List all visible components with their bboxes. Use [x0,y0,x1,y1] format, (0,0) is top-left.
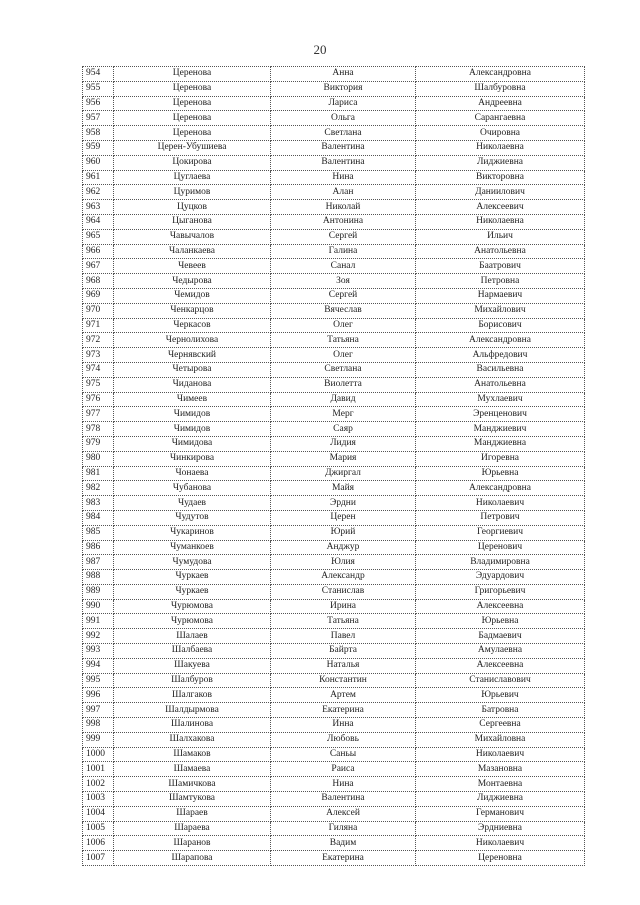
patronymic-cell: Александровна [416,67,585,82]
surname-cell: Церен-Убушиева [114,140,271,155]
first-name-cell: Лариса [271,96,416,111]
surname-cell: Церенова [114,81,271,96]
surname-cell: Чинкирова [114,451,271,466]
first-name-cell: Юлия [271,555,416,570]
table-row [83,496,585,511]
table-row [83,170,585,185]
row-number: 963 [83,200,114,215]
surname-cell: Церенова [114,111,271,126]
row-number: 972 [83,333,114,348]
roster-table [82,66,585,866]
surname-cell: Чернявский [114,348,271,363]
row-number: 1005 [83,821,114,836]
first-name-cell: Олег [271,348,416,363]
surname-cell: Чуркаев [114,570,271,585]
row-number: 954 [83,67,114,82]
first-name-cell: Николай [271,200,416,215]
table-row [83,288,585,303]
patronymic-cell: Церенович [416,540,585,555]
table-row [83,436,585,451]
first-name-cell: Екатерина [271,851,416,866]
surname-cell: Чемидов [114,288,271,303]
first-name-cell: Константин [271,673,416,688]
row-number: 956 [83,96,114,111]
surname-cell: Шамичкова [114,777,271,792]
table-row [83,318,585,333]
surname-cell: Шалбаева [114,644,271,659]
surname-cell: Шамаков [114,747,271,762]
table-row [83,377,585,392]
first-name-cell: Юрий [271,525,416,540]
surname-cell: Церенова [114,126,271,141]
patronymic-cell: Юрьевна [416,614,585,629]
row-number: 968 [83,274,114,289]
table-row [83,777,585,792]
surname-cell: Цуцков [114,200,271,215]
patronymic-cell: Борисович [416,318,585,333]
patronymic-cell: Эдуардович [416,570,585,585]
first-name-cell: Алан [271,185,416,200]
row-number: 981 [83,466,114,481]
table-row [83,762,585,777]
row-number: 999 [83,732,114,747]
patronymic-cell: Викторовна [416,170,585,185]
first-name-cell: Мерг [271,407,416,422]
surname-cell: Шалинова [114,718,271,733]
first-name-cell: Валентина [271,155,416,170]
table-row [83,214,585,229]
patronymic-cell: Сарангаевна [416,111,585,126]
roster-body [83,67,585,866]
patronymic-cell: Михайловна [416,732,585,747]
surname-cell: Шараева [114,821,271,836]
surname-cell: Шалаев [114,629,271,644]
row-number: 984 [83,510,114,525]
table-row [83,348,585,363]
patronymic-cell: Александровна [416,481,585,496]
table-row [83,200,585,215]
patronymic-cell: Николаевич [416,836,585,851]
table-row [83,140,585,155]
row-number: 985 [83,525,114,540]
surname-cell: Чимеев [114,392,271,407]
first-name-cell: Артем [271,688,416,703]
first-name-cell: Байрта [271,644,416,659]
table-row [83,229,585,244]
patronymic-cell: Лиджиевна [416,792,585,807]
row-number: 989 [83,584,114,599]
row-number: 997 [83,703,114,718]
surname-cell: Чавычалов [114,229,271,244]
row-number: 1006 [83,836,114,851]
first-name-cell: Павел [271,629,416,644]
surname-cell: Черкасов [114,318,271,333]
row-number: 995 [83,673,114,688]
patronymic-cell: Николаевич [416,747,585,762]
table-row [83,96,585,111]
patronymic-cell: Александровна [416,333,585,348]
surname-cell: Четырова [114,362,271,377]
first-name-cell: Светлана [271,362,416,377]
first-name-cell: Нина [271,777,416,792]
row-number: 975 [83,377,114,392]
first-name-cell: Ирина [271,599,416,614]
row-number: 1007 [83,851,114,866]
patronymic-cell: Николаевна [416,140,585,155]
row-number: 980 [83,451,114,466]
surname-cell: Чудутов [114,510,271,525]
table-row [83,821,585,836]
row-number: 990 [83,599,114,614]
table-row [83,540,585,555]
row-number: 979 [83,436,114,451]
patronymic-cell: Алексеевич [416,200,585,215]
surname-cell: Чевеев [114,259,271,274]
surname-cell: Чубанова [114,481,271,496]
patronymic-cell: Васильевна [416,362,585,377]
table-row [83,392,585,407]
first-name-cell: Нина [271,170,416,185]
patronymic-cell: Григорьевич [416,584,585,599]
first-name-cell: Александр [271,570,416,585]
patronymic-cell: Амулаевна [416,644,585,659]
row-number: 991 [83,614,114,629]
row-number: 988 [83,570,114,585]
patronymic-cell: Анатольевна [416,377,585,392]
surname-cell: Шалдырмова [114,703,271,718]
first-name-cell: Антонина [271,214,416,229]
first-name-cell: Санал [271,259,416,274]
table-row [83,303,585,318]
first-name-cell: Татьяна [271,333,416,348]
patronymic-cell: Лиджиевна [416,155,585,170]
surname-cell: Чимидов [114,407,271,422]
patronymic-cell: Ильич [416,229,585,244]
first-name-cell: Саяр [271,422,416,437]
table-row [83,792,585,807]
page-number: 20 [313,42,327,57]
patronymic-cell: Владимировна [416,555,585,570]
patronymic-cell: Монтаевна [416,777,585,792]
table-row [83,555,585,570]
patronymic-cell: Игоревна [416,451,585,466]
table-row [83,703,585,718]
row-number: 955 [83,81,114,96]
patronymic-cell: Георгиевич [416,525,585,540]
table-row [83,836,585,851]
patronymic-cell: Германович [416,806,585,821]
patronymic-cell: Манджиевич [416,422,585,437]
row-number: 982 [83,481,114,496]
surname-cell: Чимидова [114,436,271,451]
first-name-cell: Мария [271,451,416,466]
first-name-cell: Гиляна [271,821,416,836]
first-name-cell: Светлана [271,126,416,141]
first-name-cell: Инна [271,718,416,733]
table-row [83,851,585,866]
first-name-cell: Валентина [271,792,416,807]
row-number: 996 [83,688,114,703]
patronymic-cell: Альфредович [416,348,585,363]
surname-cell: Шамтукова [114,792,271,807]
table-row [83,614,585,629]
table-row [83,525,585,540]
table-row [83,111,585,126]
first-name-cell: Вячеслав [271,303,416,318]
surname-cell: Чедырова [114,274,271,289]
row-number: 998 [83,718,114,733]
surname-cell: Чаланкаева [114,244,271,259]
table-row [83,81,585,96]
table-row [83,510,585,525]
table-row [83,718,585,733]
first-name-cell: Сергей [271,288,416,303]
row-number: 1003 [83,792,114,807]
surname-cell: Шамаева [114,762,271,777]
surname-cell: Шараев [114,806,271,821]
surname-cell: Чумудова [114,555,271,570]
row-number: 974 [83,362,114,377]
row-number: 958 [83,126,114,141]
table-row [83,644,585,659]
patronymic-cell: Цереновна [416,851,585,866]
first-name-cell: Валентина [271,140,416,155]
surname-cell: Чурюмова [114,599,271,614]
table-row [83,333,585,348]
surname-cell: Церенова [114,67,271,82]
patronymic-cell: Нармаевич [416,288,585,303]
row-number: 1002 [83,777,114,792]
table-row [83,732,585,747]
patronymic-cell: Петрович [416,510,585,525]
table-row [83,362,585,377]
first-name-cell: Любовь [271,732,416,747]
surname-cell: Шакуева [114,658,271,673]
first-name-cell: Олег [271,318,416,333]
patronymic-cell: Сергеевна [416,718,585,733]
table-row [83,407,585,422]
row-number: 983 [83,496,114,511]
patronymic-cell: Николаевич [416,496,585,511]
table-row [83,673,585,688]
first-name-cell: Екатерина [271,703,416,718]
first-name-cell: Виктория [271,81,416,96]
table-row [83,155,585,170]
first-name-cell: Саньы [271,747,416,762]
first-name-cell: Виолетта [271,377,416,392]
first-name-cell: Лидия [271,436,416,451]
row-number: 971 [83,318,114,333]
first-name-cell: Эрдни [271,496,416,511]
row-number: 969 [83,288,114,303]
patronymic-cell: Бадмаевич [416,629,585,644]
row-number: 994 [83,658,114,673]
first-name-cell: Анна [271,67,416,82]
table-row [83,126,585,141]
table-row [83,259,585,274]
table-row [83,629,585,644]
surname-cell: Чукаринов [114,525,271,540]
table-row [83,244,585,259]
surname-cell: Цуримов [114,185,271,200]
row-number: 973 [83,348,114,363]
surname-cell: Шалгаков [114,688,271,703]
patronymic-cell: Анатольевна [416,244,585,259]
table-row [83,274,585,289]
table-row [83,422,585,437]
patronymic-cell: Андреевна [416,96,585,111]
surname-cell: Чиданова [114,377,271,392]
row-number: 993 [83,644,114,659]
patronymic-cell: Юрьевич [416,688,585,703]
patronymic-cell: Юрьевна [416,466,585,481]
surname-cell: Цокирова [114,155,271,170]
row-number: 976 [83,392,114,407]
row-number: 965 [83,229,114,244]
surname-cell: Шаранов [114,836,271,851]
surname-cell: Чурюмова [114,614,271,629]
table-row [83,570,585,585]
patronymic-cell: Эрдниевна [416,821,585,836]
row-number: 987 [83,555,114,570]
first-name-cell: Давид [271,392,416,407]
row-number: 967 [83,259,114,274]
patronymic-cell: Михайлович [416,303,585,318]
row-number: 1004 [83,806,114,821]
surname-cell: Цыганова [114,214,271,229]
surname-cell: Шарапова [114,851,271,866]
first-name-cell: Майя [271,481,416,496]
table-row [83,481,585,496]
first-name-cell: Татьяна [271,614,416,629]
surname-cell: Чуркаев [114,584,271,599]
row-number: 977 [83,407,114,422]
surname-cell: Чонаева [114,466,271,481]
surname-cell: Церенова [114,96,271,111]
patronymic-cell: Батровна [416,703,585,718]
surname-cell: Шалбуров [114,673,271,688]
first-name-cell: Раиса [271,762,416,777]
patronymic-cell: Николаевна [416,214,585,229]
first-name-cell: Наталья [271,658,416,673]
first-name-cell: Джиргал [271,466,416,481]
first-name-cell: Церен [271,510,416,525]
table-row [83,658,585,673]
patronymic-cell: Баатрович [416,259,585,274]
surname-cell: Чудаев [114,496,271,511]
surname-cell: Цуглаева [114,170,271,185]
row-number: 957 [83,111,114,126]
surname-cell: Чуманкоев [114,540,271,555]
row-number: 959 [83,140,114,155]
first-name-cell: Анджур [271,540,416,555]
table-row [83,451,585,466]
patronymic-cell: Манджиевна [416,436,585,451]
surname-cell: Чимидов [114,422,271,437]
table-row [83,67,585,82]
first-name-cell: Ольга [271,111,416,126]
surname-cell: Чернолихова [114,333,271,348]
patronymic-cell: Шалбуровна [416,81,585,96]
table-row [83,806,585,821]
table-row [83,747,585,762]
first-name-cell: Сергей [271,229,416,244]
row-number: 1001 [83,762,114,777]
row-number: 986 [83,540,114,555]
row-number: 1000 [83,747,114,762]
patronymic-cell: Станиславович [416,673,585,688]
row-number: 978 [83,422,114,437]
patronymic-cell: Мазановна [416,762,585,777]
first-name-cell: Алексей [271,806,416,821]
first-name-cell: Галина [271,244,416,259]
surname-cell: Ченкарцов [114,303,271,318]
row-number: 966 [83,244,114,259]
patronymic-cell: Эренценович [416,407,585,422]
table-row [83,599,585,614]
table-row [83,185,585,200]
row-number: 960 [83,155,114,170]
patronymic-cell: Алексеевна [416,658,585,673]
table-row [83,466,585,481]
patronymic-cell: Мухлаевич [416,392,585,407]
surname-cell: Шалхакова [114,732,271,747]
patronymic-cell: Петровна [416,274,585,289]
row-number: 970 [83,303,114,318]
table-row [83,584,585,599]
first-name-cell: Станислав [271,584,416,599]
row-number: 962 [83,185,114,200]
table-row [83,688,585,703]
row-number: 992 [83,629,114,644]
row-number: 961 [83,170,114,185]
row-number: 964 [83,214,114,229]
first-name-cell: Зоя [271,274,416,289]
patronymic-cell: Даниилович [416,185,585,200]
patronymic-cell: Алексеевна [416,599,585,614]
first-name-cell: Вадим [271,836,416,851]
patronymic-cell: Очировна [416,126,585,141]
